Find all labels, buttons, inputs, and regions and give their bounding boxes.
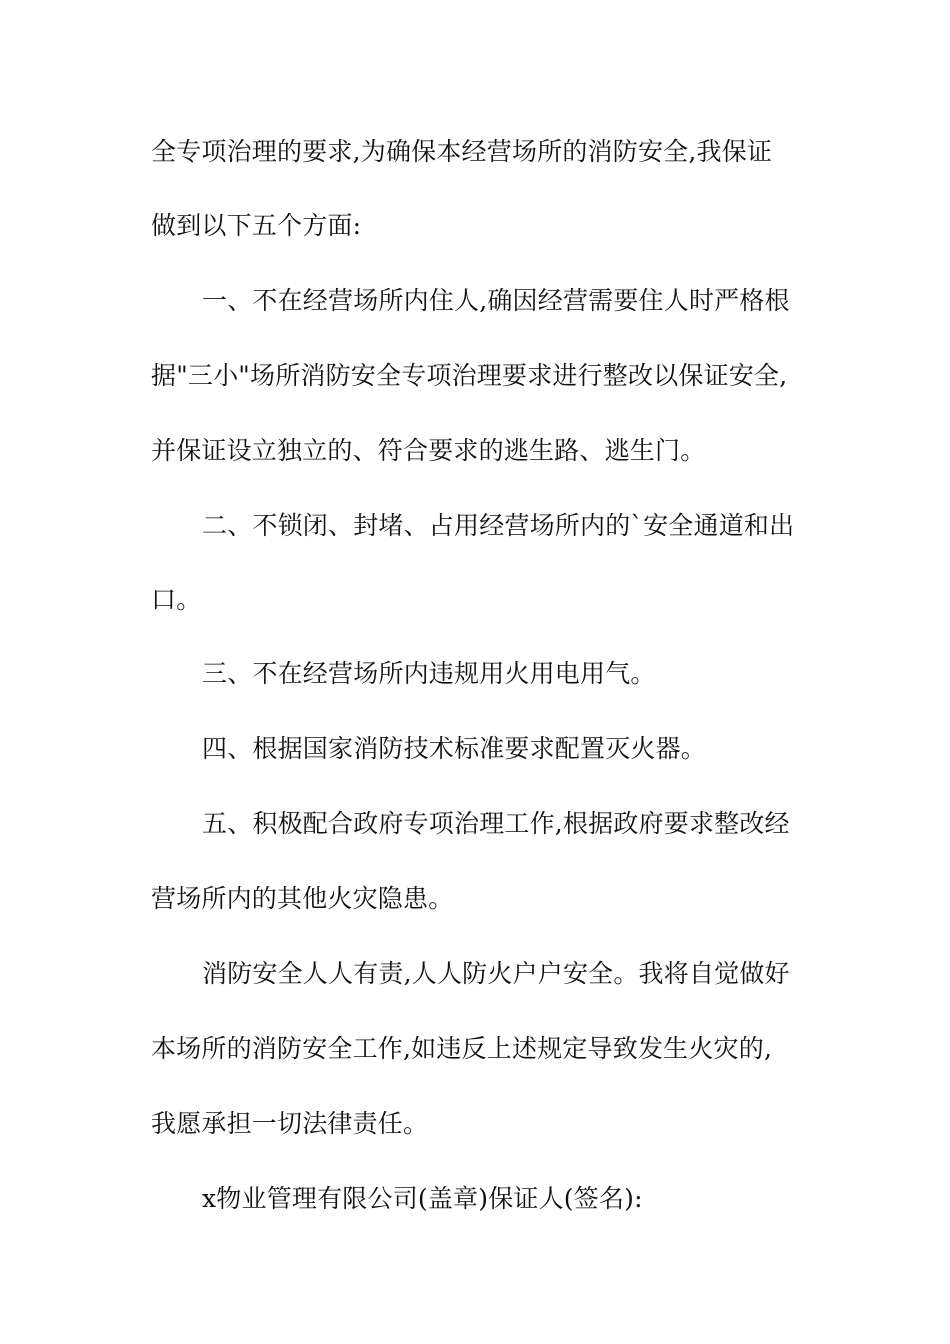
item-1-line-3: 并保证设立独立的、符合要求的逃生路、逃生门。: [151, 436, 706, 465]
closing-line-2: 本场所的消防安全工作,如违反上述规定导致发生火灾的,: [151, 1034, 773, 1063]
paragraph-intro-line-2: 做到以下五个方面:: [151, 211, 362, 240]
closing-line-1: 消防安全人人有责,人人防火户户安全。我将自觉做好: [202, 959, 790, 988]
item-3-line-1: 三、不在经营场所内违规用火用电用气。: [202, 659, 656, 688]
item-4-line-1: 四、根据国家消防技术标准要求配置灭火器。: [202, 734, 707, 763]
paragraph-intro-line-1: 全专项治理的要求,为确保本经营场所的消防安全,我保证: [151, 137, 773, 166]
item-2-line-2: 口。: [151, 585, 202, 614]
item-2-line-1: 二、不锁闭、封堵、占用经营场所内的`安全通道和出: [202, 511, 795, 540]
item-1-line-1: 一、不在经营场所内住人,确因经营需要住人时严格根: [202, 286, 790, 315]
closing-line-3: 我愿承担一切法律责任。: [151, 1109, 429, 1138]
item-5-line-2: 营场所内的其他火灾隐患。: [151, 884, 454, 913]
signature-line: x物业管理有限公司(盖章)保证人(签名):: [202, 1184, 643, 1213]
item-5-line-1: 五、积极配合政府专项治理工作,根据政府要求整改经: [202, 809, 790, 838]
item-1-line-2: 据"三小"场所消防安全专项治理要求进行整改以保证安全,: [151, 361, 788, 390]
